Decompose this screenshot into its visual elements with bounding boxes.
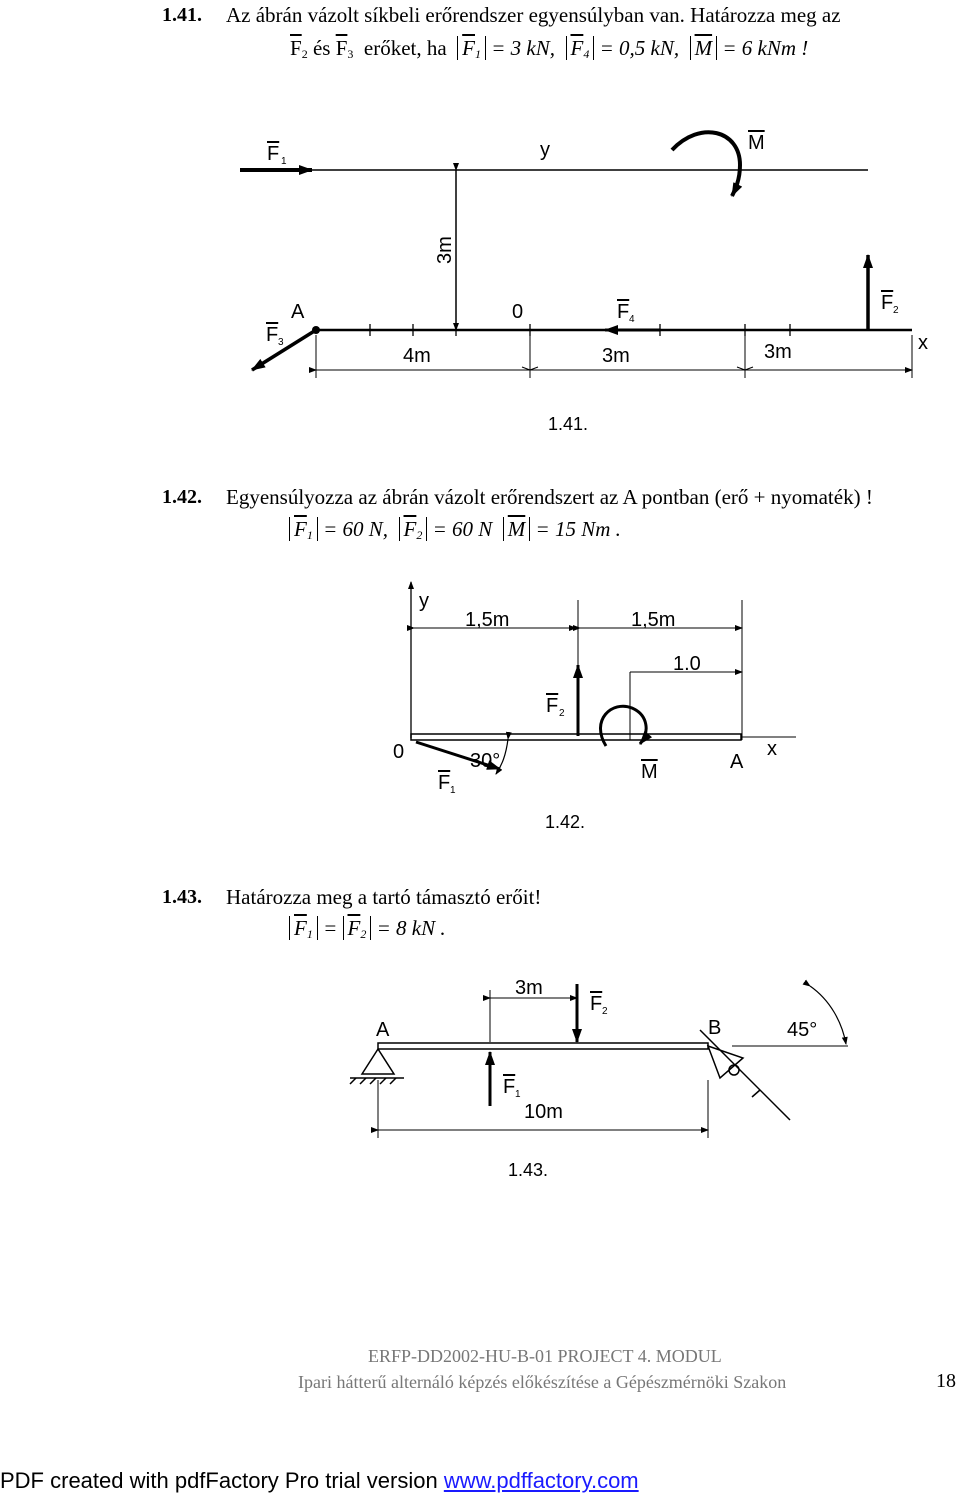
svg-text:1: 1 [281,156,287,167]
moment-arc [672,132,740,196]
label-f1: F [503,1076,516,1098]
label-1-0: 1.0 [673,653,701,675]
label-y: y [419,590,429,612]
label-angle-30: 30° [470,750,501,772]
label-1-5m-right: 1,5m [631,609,676,631]
pdf-banner-text: PDF created with pdfFactory Pro trial version [0,1468,444,1493]
problem-142-conditions: $\overline{F}_1 = 60$ N, $\overline{F}_2 = 60$ N $\overline{M} = 15$ Nm . [289,517,621,543]
problem-number-143: 1.43. [162,886,202,908]
roller-support-b [700,1030,790,1120]
label-x: x [918,332,928,354]
label-3m-a: 3m [602,345,630,367]
label-a: A [291,301,305,323]
f3-arrow [252,330,316,370]
svg-text:2: 2 [559,708,565,719]
condition-m-abs: $\overline{M}$ [690,36,718,60]
condition-m-value: = 6 kNm ! [722,36,809,60]
label-a: A [730,751,744,773]
label-f2: F [546,695,559,717]
svg-text:3: 3 [278,337,284,348]
label-f2: F [881,292,894,314]
label-f1: F [438,772,451,794]
label-m: M [641,761,658,783]
label-f3: F [266,324,279,346]
svg-text:4: 4 [629,314,635,325]
label-m: M [748,132,765,154]
page-number: 18 [936,1370,956,1392]
problem-number-142: 1.42. [162,486,202,508]
problem-number-141: 1.41. [162,4,202,26]
condition-f4-value: = 0,5 kN, [599,36,680,60]
label-origin: 0 [393,741,405,763]
svg-text:1: 1 [450,785,456,796]
condition-f1-value: = 3 kN, [491,36,555,60]
label-x: x [767,738,777,760]
caption-143: 1.43. [508,1160,549,1180]
footer-course: Ipari hátterű alternáló képzés előkészítése a Gépészmérnöki Szakon [298,1372,787,1392]
label-origin: 0 [512,301,524,323]
label-angle-45: 45° [787,1019,818,1041]
condition-f4-abs: $\overline{F}_4$ [566,36,595,60]
label-4m: 4m [403,345,431,367]
condition-f1-abs: $\overline{F}_1$ [457,36,486,60]
label-f1: F [267,143,280,165]
figure-141 [0,0,960,460]
figure-142 [0,560,960,840]
problem-text-141: Az ábrán vázolt síkbeli erőrendszer egyensúlyban van. Határozza meg az [226,3,841,27]
svg-text:2: 2 [602,1006,608,1017]
pin-support-a [350,1049,404,1084]
symbol-f3: $\overline{F}$ [335,36,348,60]
svg-text:1: 1 [515,1089,521,1100]
label-1-5m-left: 1,5m [465,609,510,631]
label-10m: 10m [524,1101,563,1123]
label-f2: F [590,993,603,1015]
beam [378,1043,708,1049]
label-y: y [540,139,550,161]
pdf-banner [0,1468,639,1494]
caption-141: 1.41. [548,414,589,434]
symbol-f2: $\overline{F}$ [290,36,302,60]
pdf-banner-link[interactable]: www.pdffactory.com [443,1468,639,1493]
caption-142: 1.42. [545,812,586,832]
problem-text-143: Határozza meg a tartó támasztó erőit! [226,885,542,909]
problem-text-142: Egyensúlyozza az ábrán vázolt erőrendszert az A pontban (erő + nyomaték) ! [226,485,873,509]
label-a: A [376,1019,390,1041]
footer-project: ERFP-DD2002-HU-B-01 PROJECT 4. MODUL [368,1346,722,1366]
label-b: B [708,1017,722,1039]
figure-143 [0,960,960,1190]
label-3m-b: 3m [764,341,792,363]
label-f4: F [617,301,630,323]
label-3m-vertical: 3m [434,236,456,264]
beam [411,734,741,740]
label-3m: 3m [515,977,543,999]
problem-141-line2: $\overline{F}_2$ és $\overline{F}_3$ erőket, ha $\overline{F}_1 = 3$ kN, $\overline{F}_4 = 0,5$ kN, $\overline{M} = 6$ kNm ! [290,36,809,61]
svg-text:2: 2 [893,305,899,316]
problem-143-conditions: $\overline{F}_1 = \overline{F}_2 = 8$ kN . [289,916,446,942]
